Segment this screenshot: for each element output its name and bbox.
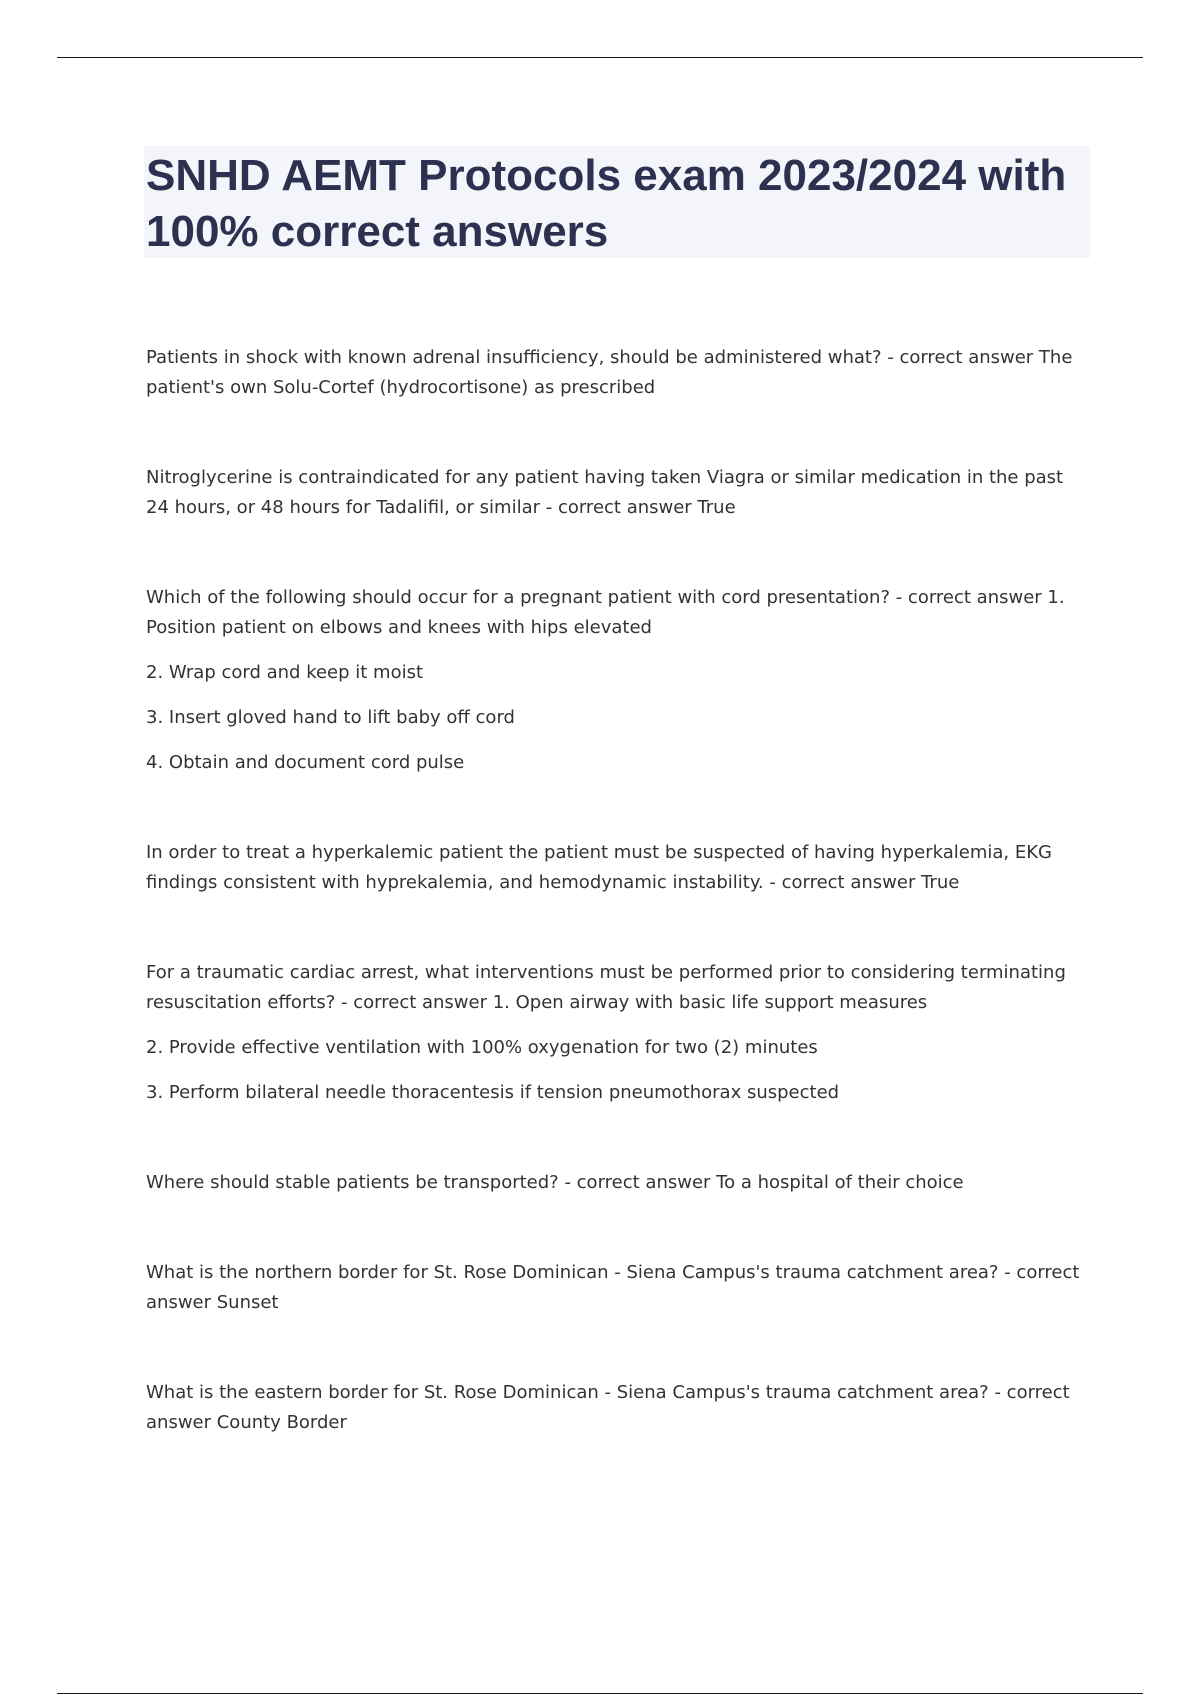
qa-sub-step: 2. Wrap cord and keep it moist	[146, 662, 424, 683]
top-rule	[57, 57, 1143, 58]
qa-item	[146, 958, 1086, 1108]
qa-text: Patients in shock with known adrenal insufficiency, should be administered what? - correct answer The patient's own Solu-Cortef (hydrocortisone) as prescribed	[146, 347, 1073, 398]
qa-item	[146, 583, 1086, 778]
qa-item	[146, 1258, 1086, 1318]
qa-text: What is the northern border for St. Rose Dominican - Siena Campus's trauma catchment area? - correct answer Sunset	[146, 1262, 1080, 1313]
qa-sub-step: 2. Provide effective ventilation with 100% oxygenation for two (2) minutes	[146, 1037, 818, 1058]
qa-list	[146, 343, 1086, 1438]
document-title: SNHD AEMT Protocols exam 2023/2024 with 100% correct answers	[146, 151, 1067, 256]
qa-item	[146, 1168, 1086, 1198]
bottom-rule	[57, 1693, 1143, 1694]
title-banner	[144, 146, 1090, 258]
qa-item	[146, 1378, 1086, 1438]
qa-sub-step: 3. Insert gloved hand to lift baby off cord	[146, 707, 515, 728]
qa-text: For a traumatic cardiac arrest, what interventions must be performed prior to considering terminating resuscitation efforts? - correct answer 1. Open airway with basic life support measures	[146, 962, 1066, 1013]
qa-text: Nitroglycerine is contraindicated for any patient having taken Viagra or similar medication in the past 24 hours, or 48 hours for Tadalifil, or similar - correct answer True	[146, 467, 1064, 518]
qa-text: Which of the following should occur for a pregnant patient with cord presentation? - correct answer 1. Position patient on elbows and knees with hips elevated	[146, 587, 1065, 638]
qa-text: Where should stable patients be transported? - correct answer To a hospital of their choice	[146, 1172, 964, 1193]
qa-item	[146, 838, 1086, 898]
qa-text: What is the eastern border for St. Rose Dominican - Siena Campus's trauma catchment area? - correct answer County Border	[146, 1382, 1070, 1433]
qa-item	[146, 463, 1086, 523]
qa-sub-step: 3. Perform bilateral needle thoracentesis if tension pneumothorax suspected	[146, 1082, 840, 1103]
qa-text: In order to treat a hyperkalemic patient the patient must be suspected of having hyperkalemia, EKG findings consistent with hyprekalemia, and hemodynamic instability. - correct answer True	[146, 842, 1052, 893]
qa-item	[146, 343, 1086, 403]
qa-sub-step: 4. Obtain and document cord pulse	[146, 752, 465, 773]
